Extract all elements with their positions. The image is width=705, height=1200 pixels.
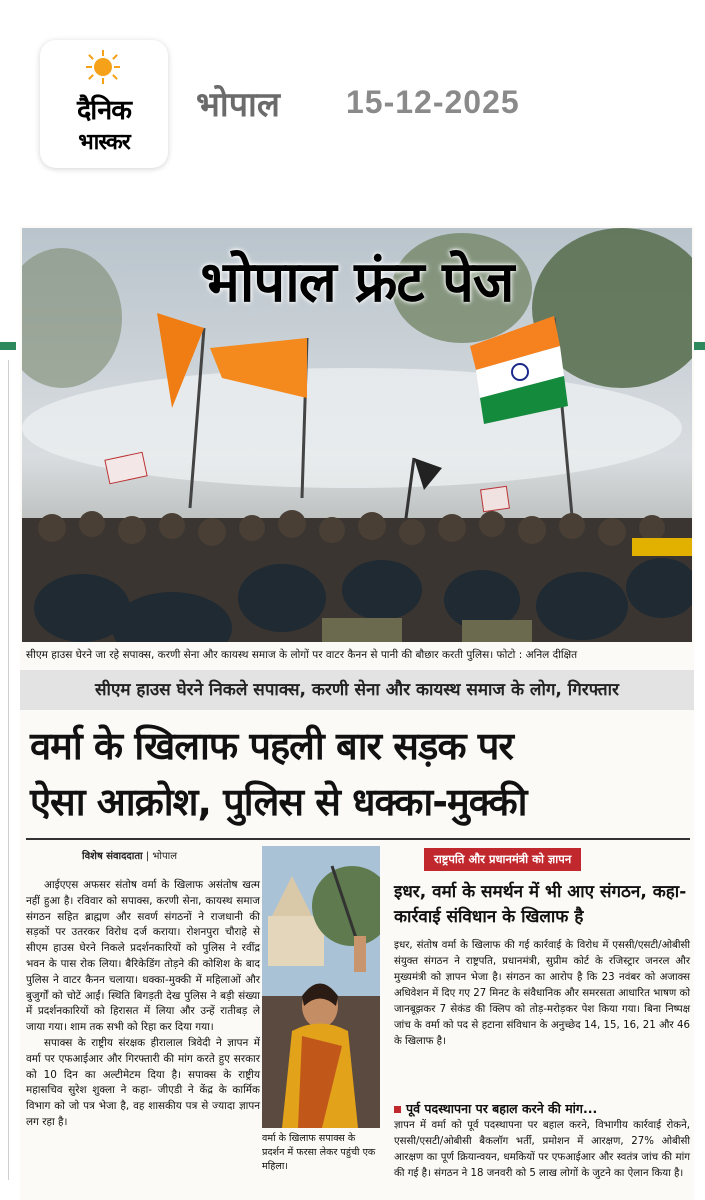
- article-paragraph: आईएएस अफसर संतोष वर्मा के खिलाफ असंतोष खत्म नहीं हुआ है। रविवार को सपाक्स, करणी सेना, कायस्थ समाज संगठन सहित ब्राह्मण और सवर्ण संगठनों ने राजधानी की सड़कों पर उतरकर विरोध दर्ज कराया। रोशनपुरा चौराहे से सीएम हाउस घेरने निकले प्रदर्शनकारियों को पुलिस ने रवींद्र भवन के पास रोक लिया। बैरिकेडिंग तोड़ने की कोशिश के बाद पुलिस ने वाटर कैनन चलाया। धक्का-मुक्की में महिलाओं और बुजुर्गों को चोटें आईं। स्थिति बिगड़ती देख पुलिस ने बड़ी संख्या में प्रदर्शनकारियों को हिरासत में लिया और उन्हें रातीबड़ ले जाया गया। शाम तक सभी को रिहा कर दिया गया।: [26, 879, 260, 1034]
- bullet-square-icon: [394, 1106, 401, 1113]
- left-divider: [8, 360, 9, 1180]
- sub-headline: सीएम हाउस घेरने निकले सपाक्स, करणी सेना और कायस्थ समाज के लोग, गिरफ्तार: [20, 670, 694, 710]
- newspaper-page: [20, 226, 694, 1200]
- headline-line-1: वर्मा के खिलाफ पहली बार सड़क पर: [30, 724, 513, 768]
- woman-protester-illustration: [262, 846, 380, 1128]
- edition-city: भोपाल: [196, 85, 280, 125]
- woman-photo-caption: वर्मा के खिलाफ सपाक्स के प्रदर्शन में फरसा लेकर पहुंची एक महिला।: [262, 1133, 376, 1172]
- headline-line-2: ऐसा आक्रोश, पुलिस से धक्का-मुक्की: [30, 780, 527, 824]
- right-subheading: [394, 1100, 690, 1117]
- headline-rule: [26, 838, 690, 840]
- protest-photo: [22, 228, 692, 642]
- byline-separator: |: [145, 851, 153, 862]
- logo-text-line1: दैनिक: [76, 95, 132, 126]
- logo-text-line2: भास्कर: [78, 130, 130, 155]
- front-page-banner: भोपाल फ्रंट पेज: [200, 250, 514, 315]
- edition-date: 15-12-2025: [346, 84, 520, 120]
- right-subheading-text: पूर्व पदस्थापना पर बहाल करने की मांग...: [406, 1101, 598, 1116]
- woman-protester-photo: [262, 846, 380, 1128]
- photo-caption: सीएम हाउस घेरने जा रहे सपाक्स, करणी सेना और कायस्थ समाज के लोगों पर वाटर कैनन से पानी की बौछार करती पुलिस। फोटो : अनिल दीक्षित: [26, 649, 578, 661]
- memorandum-tag: राष्ट्रपति और प्रधानमंत्री को ज्ञापन: [424, 848, 581, 871]
- article-paragraph: सपाक्स के राष्ट्रीय संरक्षक हीरालाल त्रिवेदी ने ज्ञापन में वर्मा पर एफआईआर और गिरफ्तारी की मांग करते हुए सरकार को 10 दिन का अल्टीमेटम दिया है। सपाक्स के राष्ट्रीय महासचिव सुरेश शुक्ला ने कहा- जीएडी ने केंद्र के कार्मिक विभाग को जो पत्र भेजा है, वह शासकीय पत्र से ज्यादा ज्ञापन लग रहा है।: [26, 1036, 260, 1128]
- main-headline: [30, 718, 690, 830]
- left-accent-bar: [0, 342, 16, 350]
- right-headline: इधर, वर्मा के समर्थन में भी आए संगठन, कहा- कार्रवाई संविधान के खिलाफ है: [394, 882, 687, 927]
- byline: [82, 848, 177, 862]
- byline-name: विशेष संवाददाता: [82, 851, 143, 862]
- byline-city: भोपाल: [152, 851, 178, 862]
- right-article-paragraph-2: ज्ञापन में वर्मा को पूर्व पदस्थापना पर बहाल करने, विभागीय कार्रवाई रोकने, एससी/एसटी/ओबीसी बैकलॉग भर्ती, प्रमोशन में आरक्षण, 27% ओबीसी आरक्षण का पूर्ण क्रियान्वयन, धमकियों पर एफआईआर और स्वतंत्र जांच की मांग की गई है। संगठन ने 18 जनवरी को 5 लाख लोगों के जुटने का ऐलान किया है।: [394, 1120, 690, 1179]
- sun-icon: [86, 50, 120, 84]
- right-article-paragraph: इधर, संतोष वर्मा के खिलाफ की गई कार्रवाई के विरोध में एससी/एसटी/ओबीसी संयुक्त संगठन ने राष्ट्रपति, प्रधानमंत्री, सुप्रीम कोर्ट के रजिस्ट्रार जनरल और मुख्यमंत्री को ज्ञापन भेजा है। संगठन का आरोप है कि 23 नवंबर को अजाक्स अधिवेशन में दिए गए 27 मिनट के संवैधानिक और समरसता आधारित भाषण को जानबूझकर 7 सेकंड की क्लिप को तोड़-मरोड़कर पेश किया गया। बिना निष्पक्ष जांच के वर्मा को पद से हटाना संविधान के अनुच्छेद 14, 15, 16, 21 और 46 के खिलाफ है।: [394, 940, 690, 1047]
- left-column-article: [26, 878, 260, 1131]
- dainik-bhaskar-logo: [40, 40, 168, 168]
